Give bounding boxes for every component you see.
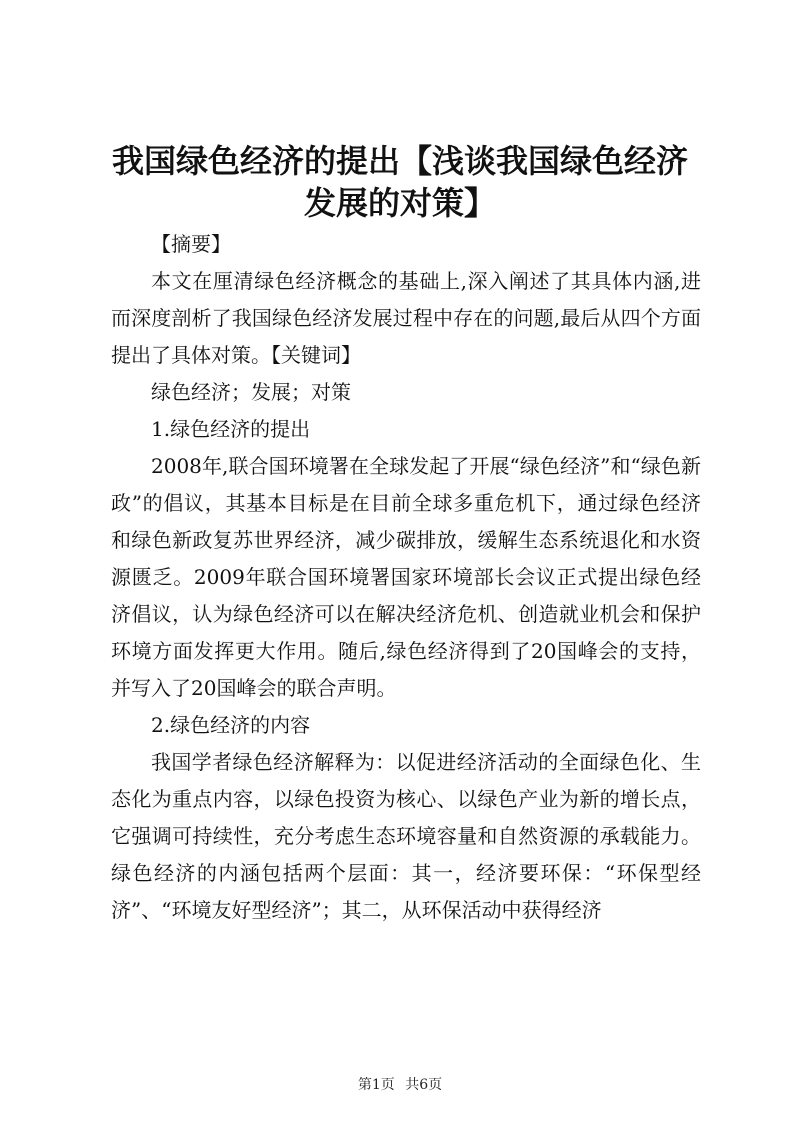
section-1-paragraph: 2008年,联合国环境署在全球发起了开展“绿色经济”和“绿色新政”的倡议，其基本目标是在目前全球多重危机下，通过绿色经济和绿色新政复苏世界经济，减少碳排放，缓解生态系统退化和水资源匮乏。2009年联合国环境署国家环境部长会议正式提出绿色经济倡议，认为绿色经济可以在解决经济危机、创造就业机会和保护环境方面发挥更大作用。随后,绿色经济得到了20国峰会的支持，并写入了20国峰会的联合声明。	[111, 454, 701, 700]
page-count: 共6页	[405, 1077, 443, 1093]
page-number: 第1页	[357, 1077, 395, 1093]
document-title: 我国绿色经济的提出【浅谈我国绿色经济发展的对策】	[111, 142, 688, 222]
section-2-paragraph: 我国学者绿色经济解释为：以促进经济活动的全面绿色化、生态化为重点内容，以绿色投资为核心、以绿色产业为新的增长点，它强调可持续性，充分考虑生态环境容量和自然资源的承载能力。绿色经济的内涵包括两个层面：其一，经济要环保：“环保型经济”、“环境友好型经济”；其二，从环保活动中获得经济	[111, 750, 701, 922]
abstract-paragraph: 本文在厘清绿色经济概念的基础上,深入阐述了其具体内涵,进而深度剖析了我国绿色经济发展过程中存在的问题,最后从四个方面提出了具体对策。【关键词】	[111, 269, 701, 367]
page-footer	[0, 1075, 800, 1095]
abstract-heading: 【摘要】	[151, 232, 231, 256]
keywords-paragraph: 绿色经济；发展；对策	[151, 380, 351, 404]
section-heading-2: 2.绿色经济的内容	[151, 713, 311, 737]
document-body	[111, 226, 701, 929]
section-heading-1: 1.绿色经济的提出	[151, 417, 311, 441]
